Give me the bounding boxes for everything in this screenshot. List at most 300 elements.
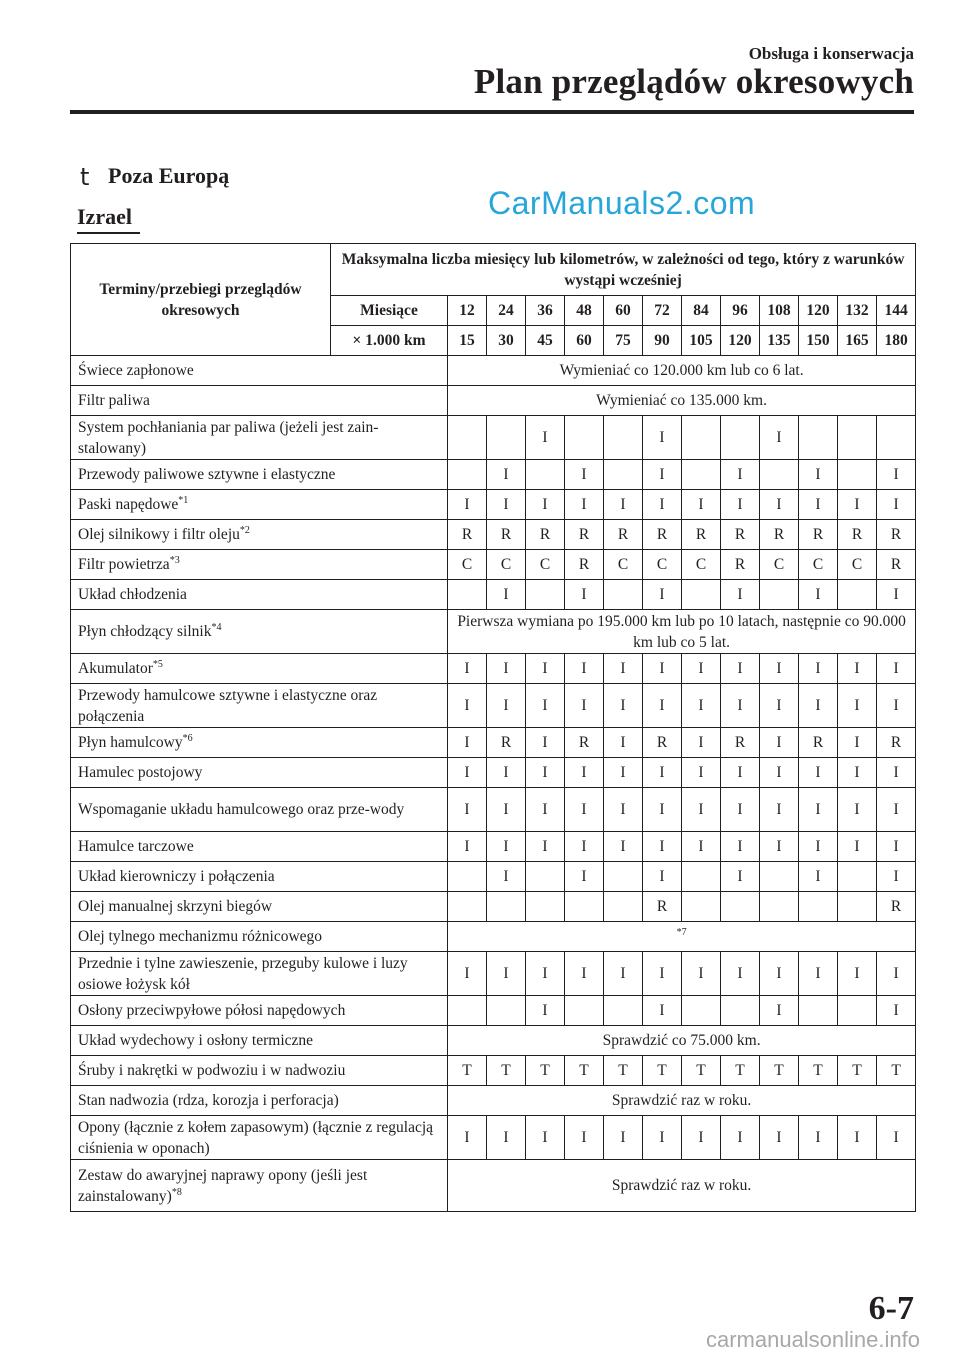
km-interval-cell: 120 xyxy=(721,326,760,356)
schedule-cell xyxy=(604,416,643,460)
schedule-cell: T xyxy=(838,1056,877,1086)
schedule-cell xyxy=(565,996,604,1026)
schedule-cell: I xyxy=(721,654,760,684)
schedule-cell: I xyxy=(682,952,721,996)
schedule-cell: I xyxy=(721,862,760,892)
schedule-cell xyxy=(838,892,877,922)
schedule-cell: I xyxy=(604,758,643,788)
table-row xyxy=(71,996,916,1026)
schedule-cell: R xyxy=(877,550,916,580)
schedule-note xyxy=(448,922,916,952)
table-row xyxy=(71,520,916,550)
schedule-cell xyxy=(448,892,487,922)
row-label: System pochłaniania par paliwa (jeżeli jest zain-stalowany) xyxy=(71,416,448,460)
table-row xyxy=(71,862,916,892)
schedule-cell: I xyxy=(682,832,721,862)
schedule-cell: I xyxy=(877,862,916,892)
schedule-cell: I xyxy=(760,758,799,788)
schedule-cell: I xyxy=(877,832,916,862)
schedule-cell: R xyxy=(643,892,682,922)
schedule-cell xyxy=(526,862,565,892)
table-row xyxy=(71,580,916,610)
schedule-cell: I xyxy=(604,728,643,758)
schedule-cell xyxy=(682,892,721,922)
schedule-cell: C xyxy=(838,550,877,580)
watermark-logo: CarManuals2.com xyxy=(488,185,756,221)
section-heading: Poza Europą xyxy=(108,163,230,188)
schedule-cell: I xyxy=(877,996,916,1026)
schedule-cell: I xyxy=(604,952,643,996)
months-interval-cell: 72 xyxy=(643,296,682,326)
schedule-cell: I xyxy=(526,684,565,728)
footer-watermark: carmanualsonline.info xyxy=(705,1327,920,1352)
schedule-cell: I xyxy=(838,758,877,788)
schedule-cell: I xyxy=(487,684,526,728)
months-interval-cell: 60 xyxy=(604,296,643,326)
table-row xyxy=(71,416,916,460)
schedule-cell: R xyxy=(487,520,526,550)
schedule-cell xyxy=(721,996,760,1026)
schedule-cell: I xyxy=(565,952,604,996)
months-interval-cell: 120 xyxy=(799,296,838,326)
maintenance-schedule-table xyxy=(70,243,916,1212)
schedule-cell: I xyxy=(721,580,760,610)
header-label-cell: Terminy/przebiegi przeglądów okresowych xyxy=(71,244,331,356)
table-row xyxy=(71,654,916,684)
table-row xyxy=(71,1056,916,1086)
schedule-cell: I xyxy=(526,728,565,758)
header-rule xyxy=(70,110,914,114)
km-interval-cell: 105 xyxy=(682,326,721,356)
schedule-cell: R xyxy=(565,520,604,550)
schedule-cell: I xyxy=(643,832,682,862)
km-interval-cell: 180 xyxy=(877,326,916,356)
schedule-cell: I xyxy=(448,758,487,788)
table-row xyxy=(71,1160,916,1212)
months-label: Miesiące xyxy=(331,296,448,326)
schedule-cell: I xyxy=(838,684,877,728)
schedule-cell: C xyxy=(760,550,799,580)
schedule-cell: I xyxy=(760,788,799,832)
schedule-cell: R xyxy=(526,520,565,550)
schedule-cell: I xyxy=(643,460,682,490)
schedule-note: Sprawdzić raz w roku. xyxy=(448,1160,916,1212)
schedule-cell: I xyxy=(682,684,721,728)
row-label: Układ chłodzenia xyxy=(71,580,448,610)
km-interval-cell: 60 xyxy=(565,326,604,356)
schedule-cell: R xyxy=(877,520,916,550)
schedule-cell: I xyxy=(682,788,721,832)
months-interval-cell: 84 xyxy=(682,296,721,326)
row-label: Płyn hamulcowy$^{*6}$ xyxy=(71,728,448,758)
schedule-cell: I xyxy=(721,684,760,728)
schedule-note: Wymieniać co 135.000 km. xyxy=(448,386,916,416)
schedule-cell: I xyxy=(799,654,838,684)
months-interval-cell: 108 xyxy=(760,296,799,326)
schedule-cell: I xyxy=(448,684,487,728)
schedule-note: Sprawdzić raz w roku. xyxy=(448,1086,916,1116)
schedule-cell xyxy=(604,460,643,490)
row-label: Olej manualnej skrzyni biegów xyxy=(71,892,448,922)
table-row xyxy=(71,610,916,654)
km-interval-cell: 165 xyxy=(838,326,877,356)
schedule-cell: I xyxy=(643,862,682,892)
schedule-cell: I xyxy=(799,1116,838,1160)
schedule-cell: I xyxy=(565,862,604,892)
schedule-cell: I xyxy=(565,832,604,862)
schedule-cell xyxy=(760,460,799,490)
schedule-cell: I xyxy=(838,1116,877,1160)
schedule-cell: I xyxy=(448,654,487,684)
schedule-cell xyxy=(682,996,721,1026)
schedule-cell: I xyxy=(643,788,682,832)
header-description-cell: Maksymalna liczba miesięcy lub kilometrów, w zależności od tego, który z warunków wystąpi wcześniej xyxy=(331,244,916,296)
schedule-cell xyxy=(487,892,526,922)
months-interval-cell: 36 xyxy=(526,296,565,326)
schedule-cell: I xyxy=(682,654,721,684)
schedule-cell: I xyxy=(877,1116,916,1160)
schedule-cell xyxy=(682,460,721,490)
table-row xyxy=(71,892,916,922)
table-row xyxy=(71,788,916,832)
schedule-cell xyxy=(487,416,526,460)
row-label: Hamulec postojowy xyxy=(71,758,448,788)
schedule-cell: R xyxy=(565,550,604,580)
schedule-cell: I xyxy=(526,654,565,684)
row-label: Przewody paliwowe sztywne i elastyczne xyxy=(71,460,448,490)
km-interval-cell: 15 xyxy=(448,326,487,356)
schedule-cell xyxy=(838,580,877,610)
schedule-cell: I xyxy=(526,952,565,996)
table-row xyxy=(71,550,916,580)
schedule-cell: I xyxy=(721,490,760,520)
schedule-cell: I xyxy=(487,862,526,892)
table-row xyxy=(71,952,916,996)
schedule-cell: I xyxy=(760,654,799,684)
schedule-cell xyxy=(448,862,487,892)
schedule-cell: I xyxy=(565,788,604,832)
schedule-cell: I xyxy=(838,788,877,832)
months-interval-cell: 12 xyxy=(448,296,487,326)
schedule-cell xyxy=(682,580,721,610)
schedule-cell: I xyxy=(487,758,526,788)
row-label: Przednie i tylne zawieszenie, przeguby kulowe i luzy osiowe łożysk kół xyxy=(71,952,448,996)
schedule-cell: I xyxy=(643,654,682,684)
row-label: Wspomaganie układu hamulcowego oraz prze-wody xyxy=(71,788,448,832)
schedule-cell: R xyxy=(721,728,760,758)
schedule-cell: I xyxy=(643,684,682,728)
row-label: Hamulce tarczowe xyxy=(71,832,448,862)
schedule-cell xyxy=(838,460,877,490)
schedule-cell xyxy=(682,862,721,892)
schedule-cell: I xyxy=(877,758,916,788)
schedule-cell xyxy=(604,580,643,610)
schedule-cell: I xyxy=(565,490,604,520)
schedule-cell: I xyxy=(799,862,838,892)
schedule-cell: I xyxy=(877,788,916,832)
schedule-cell: I xyxy=(604,684,643,728)
footnote-ref: *6 xyxy=(182,732,193,744)
schedule-cell: I xyxy=(604,1116,643,1160)
schedule-cell xyxy=(838,996,877,1026)
footnote-ref: *8 xyxy=(171,1186,182,1198)
schedule-cell: I xyxy=(448,788,487,832)
table-row xyxy=(71,832,916,862)
schedule-cell xyxy=(604,892,643,922)
schedule-cell: I xyxy=(877,952,916,996)
schedule-cell: I xyxy=(643,416,682,460)
km-label: × 1.000 km xyxy=(331,326,448,356)
schedule-cell: C xyxy=(799,550,838,580)
schedule-cell: I xyxy=(760,1116,799,1160)
schedule-cell: R xyxy=(643,728,682,758)
schedule-cell xyxy=(526,460,565,490)
schedule-cell: I xyxy=(760,832,799,862)
footnote-ref: *4 xyxy=(211,621,222,633)
table-row xyxy=(71,1026,916,1056)
schedule-cell: I xyxy=(487,788,526,832)
schedule-cell: I xyxy=(877,654,916,684)
schedule-cell: T xyxy=(760,1056,799,1086)
schedule-cell: T xyxy=(682,1056,721,1086)
schedule-cell: R xyxy=(799,520,838,550)
schedule-cell xyxy=(526,892,565,922)
row-label: Paski napędowe$^{*1}$ xyxy=(71,490,448,520)
table-row xyxy=(71,922,916,952)
schedule-cell: R xyxy=(877,892,916,922)
schedule-cell xyxy=(448,460,487,490)
row-label: Filtr paliwa xyxy=(71,386,448,416)
schedule-cell: I xyxy=(565,580,604,610)
schedule-cell xyxy=(877,416,916,460)
table-row xyxy=(71,728,916,758)
footnote-ref: *3 xyxy=(169,554,180,566)
schedule-cell: I xyxy=(721,788,760,832)
schedule-cell: I xyxy=(643,758,682,788)
schedule-cell: I xyxy=(487,952,526,996)
schedule-cell: I xyxy=(526,832,565,862)
schedule-cell: I xyxy=(526,1116,565,1160)
schedule-note: Pierwsza wymiana po 195.000 km lub po 10 latach, następnie co 90.000 km lub co 5 lat. xyxy=(448,610,916,654)
months-interval-cell: 144 xyxy=(877,296,916,326)
schedule-cell xyxy=(487,996,526,1026)
schedule-cell: I xyxy=(760,728,799,758)
row-label: Świece zapłonowe xyxy=(71,356,448,386)
schedule-cell: R xyxy=(565,728,604,758)
row-label: Przewody hamulcowe sztywne i elastyczne oraz połączenia xyxy=(71,684,448,728)
table-row xyxy=(71,386,916,416)
schedule-cell: C xyxy=(604,550,643,580)
schedule-cell: I xyxy=(643,952,682,996)
schedule-cell: I xyxy=(643,996,682,1026)
schedule-cell: R xyxy=(604,520,643,550)
row-label: Filtr powietrza$^{*3}$ xyxy=(71,550,448,580)
schedule-cell: I xyxy=(448,490,487,520)
schedule-cell: T xyxy=(604,1056,643,1086)
schedule-note: Sprawdzić co 75.000 km. xyxy=(448,1026,916,1056)
schedule-cell xyxy=(799,416,838,460)
schedule-cell: I xyxy=(682,758,721,788)
schedule-cell: I xyxy=(760,952,799,996)
schedule-cell: I xyxy=(526,996,565,1026)
footnote-ref: *1 xyxy=(178,494,189,506)
row-label: Śruby i nakrętki w podwoziu i w nadwoziu xyxy=(71,1056,448,1086)
schedule-cell: I xyxy=(721,758,760,788)
months-interval-cell: 48 xyxy=(565,296,604,326)
country-heading: Izrael xyxy=(77,204,132,229)
schedule-cell: C xyxy=(643,550,682,580)
row-label: Płyn chłodzący silnik$^{*4}$ xyxy=(71,610,448,654)
schedule-cell xyxy=(682,416,721,460)
schedule-cell: I xyxy=(604,832,643,862)
schedule-cell: I xyxy=(760,684,799,728)
schedule-cell: I xyxy=(838,832,877,862)
schedule-cell xyxy=(565,416,604,460)
footnote-ref: *2 xyxy=(239,524,250,536)
schedule-cell: I xyxy=(838,952,877,996)
footnote-ref: *7 xyxy=(676,926,687,938)
schedule-cell: T xyxy=(448,1056,487,1086)
schedule-cell: R xyxy=(721,550,760,580)
row-label: Układ wydechowy i osłony termiczne xyxy=(71,1026,448,1056)
schedule-cell: I xyxy=(760,416,799,460)
table-row xyxy=(71,490,916,520)
schedule-cell: I xyxy=(565,758,604,788)
schedule-cell: I xyxy=(877,580,916,610)
schedule-note: Wymieniać co 120.000 km lub co 6 lat. xyxy=(448,356,916,386)
months-interval-cell: 132 xyxy=(838,296,877,326)
schedule-cell: I xyxy=(721,460,760,490)
schedule-cell xyxy=(760,892,799,922)
schedule-cell: I xyxy=(799,580,838,610)
schedule-cell: R xyxy=(487,728,526,758)
section-label: Obsługa i konserwacja xyxy=(748,44,914,63)
schedule-cell: I xyxy=(487,832,526,862)
schedule-cell: I xyxy=(526,788,565,832)
schedule-cell: R xyxy=(760,520,799,550)
schedule-cell: I xyxy=(877,490,916,520)
page-title: Plan przeglądów okresowych xyxy=(473,62,914,101)
schedule-cell xyxy=(721,416,760,460)
schedule-cell: I xyxy=(643,490,682,520)
schedule-cell: I xyxy=(565,1116,604,1160)
schedule-cell xyxy=(721,892,760,922)
months-interval-cell: 96 xyxy=(721,296,760,326)
schedule-cell: I xyxy=(721,952,760,996)
schedule-cell: R xyxy=(448,520,487,550)
table-row xyxy=(71,356,916,386)
schedule-cell: R xyxy=(799,728,838,758)
schedule-cell: C xyxy=(487,550,526,580)
km-interval-cell: 30 xyxy=(487,326,526,356)
schedule-cell: I xyxy=(526,490,565,520)
schedule-cell: I xyxy=(760,490,799,520)
schedule-cell: R xyxy=(721,520,760,550)
schedule-cell: C xyxy=(682,550,721,580)
schedule-cell: T xyxy=(487,1056,526,1086)
schedule-cell xyxy=(448,996,487,1026)
footnote-ref: *5 xyxy=(152,658,163,670)
schedule-cell xyxy=(760,862,799,892)
row-label: Zestaw do awaryjnej naprawy opony (jeśli jest zainstalowany)$^{*8}$ xyxy=(71,1160,448,1212)
row-label: Układ kierowniczy i połączenia xyxy=(71,862,448,892)
schedule-cell: I xyxy=(643,1116,682,1160)
schedule-cell xyxy=(565,892,604,922)
schedule-cell: T xyxy=(877,1056,916,1086)
schedule-cell: T xyxy=(721,1056,760,1086)
page-number: 6-7 xyxy=(868,1290,914,1327)
km-interval-cell: 135 xyxy=(760,326,799,356)
schedule-cell: C xyxy=(526,550,565,580)
table-row xyxy=(71,758,916,788)
schedule-cell xyxy=(799,996,838,1026)
km-interval-cell: 45 xyxy=(526,326,565,356)
schedule-cell xyxy=(604,996,643,1026)
schedule-cell xyxy=(526,580,565,610)
table-row xyxy=(71,1086,916,1116)
schedule-cell xyxy=(604,862,643,892)
km-interval-cell: 75 xyxy=(604,326,643,356)
months-interval-cell: 24 xyxy=(487,296,526,326)
schedule-cell: I xyxy=(799,490,838,520)
schedule-cell xyxy=(838,862,877,892)
km-interval-cell: 90 xyxy=(643,326,682,356)
schedule-cell: T xyxy=(526,1056,565,1086)
schedule-cell: I xyxy=(838,728,877,758)
schedule-cell: I xyxy=(565,460,604,490)
schedule-cell: I xyxy=(448,832,487,862)
schedule-cell: I xyxy=(487,580,526,610)
schedule-cell xyxy=(448,580,487,610)
row-label: Olej tylnego mechanizmu różnicowego xyxy=(71,922,448,952)
schedule-cell: I xyxy=(838,490,877,520)
row-label: Olej silnikowy i filtr oleju$^{*2}$ xyxy=(71,520,448,550)
schedule-cell: I xyxy=(526,758,565,788)
row-label: Opony (łącznie z kołem zapasowym) (łącznie z regulacją ciśnienia w oponach) xyxy=(71,1116,448,1160)
schedule-cell: I xyxy=(682,728,721,758)
schedule-cell: I xyxy=(799,684,838,728)
schedule-cell: I xyxy=(487,1116,526,1160)
country-underline xyxy=(77,232,140,234)
schedule-cell: I xyxy=(487,654,526,684)
section-bullet-icon: t xyxy=(80,163,90,191)
schedule-cell: I xyxy=(799,832,838,862)
schedule-cell: C xyxy=(448,550,487,580)
schedule-cell: I xyxy=(565,654,604,684)
row-label: Stan nadwozia (rdza, korozja i perforacja) xyxy=(71,1086,448,1116)
schedule-cell: I xyxy=(487,460,526,490)
schedule-cell: R xyxy=(838,520,877,550)
table-row xyxy=(71,684,916,728)
schedule-cell: I xyxy=(448,1116,487,1160)
schedule-cell: I xyxy=(604,654,643,684)
table-row xyxy=(71,1116,916,1160)
schedule-cell: I xyxy=(604,788,643,832)
schedule-cell: I xyxy=(448,728,487,758)
schedule-cell xyxy=(838,416,877,460)
row-label: Akumulator$^{*5}$ xyxy=(71,654,448,684)
schedule-cell xyxy=(760,580,799,610)
schedule-cell xyxy=(448,416,487,460)
table-row xyxy=(71,460,916,490)
schedule-cell: I xyxy=(487,490,526,520)
schedule-cell: I xyxy=(682,490,721,520)
schedule-cell: T xyxy=(643,1056,682,1086)
schedule-cell: I xyxy=(799,788,838,832)
schedule-cell: I xyxy=(604,490,643,520)
schedule-cell: I xyxy=(877,684,916,728)
schedule-cell: I xyxy=(682,1116,721,1160)
